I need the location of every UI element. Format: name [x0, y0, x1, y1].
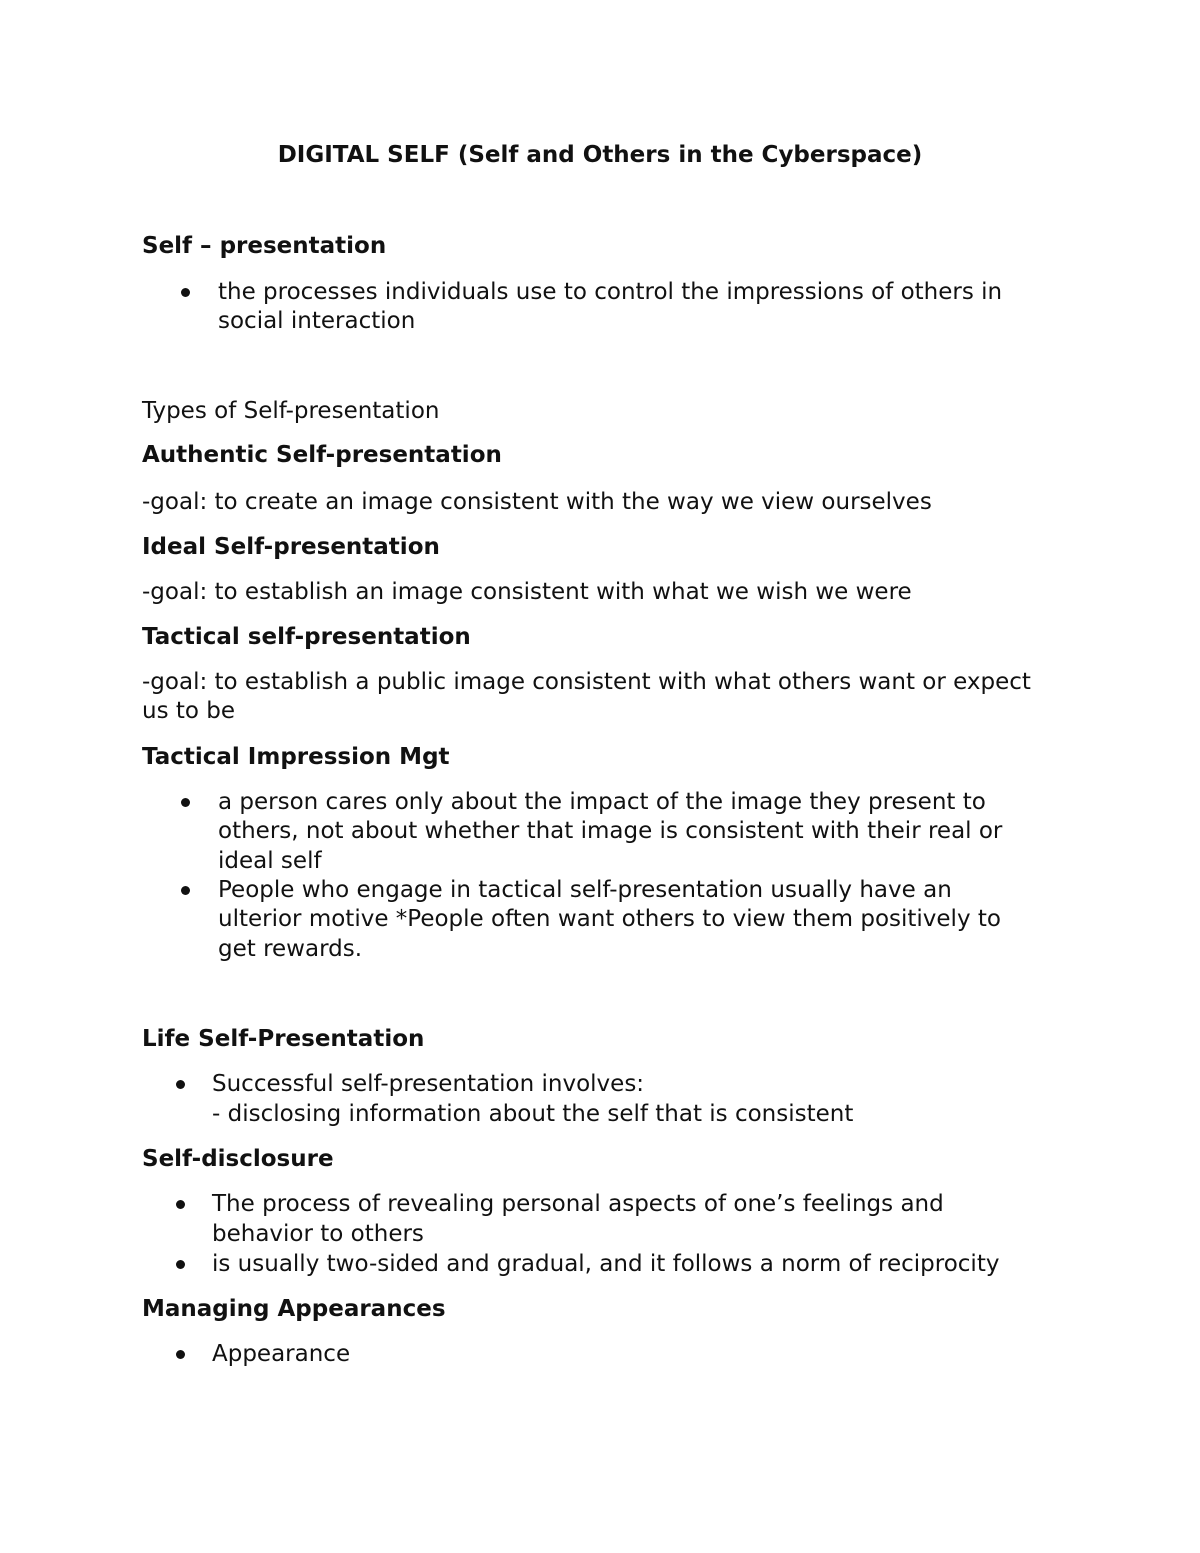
tactical-goal-line-1: -goal: to establish a public image consistent with what others want or expect: [142, 669, 1031, 695]
tactical-impression-bullet-1-line-3: ideal self: [218, 848, 322, 874]
appearances-bullet-1: Appearance: [212, 1341, 351, 1367]
bullet-icon: [176, 1200, 185, 1209]
disclosure-bullet-2: is usually two-sided and gradual, and it follows a norm of reciprocity: [212, 1251, 1000, 1277]
self-presentation-bullet-1-line-2: social interaction: [218, 308, 416, 334]
heading-self-presentation: Self – presentation: [142, 233, 387, 259]
bullet-icon: [176, 1350, 185, 1359]
disclosure-bullet-1-line-1: The process of revealing personal aspects of one’s feelings and: [212, 1191, 944, 1217]
heading-tactical: Tactical self-presentation: [142, 624, 471, 650]
bullet-icon: [181, 798, 190, 807]
heading-ideal: Ideal Self-presentation: [142, 534, 440, 560]
tactical-impression-bullet-2-line-2: ulterior motive *People often want others to view them positively to: [218, 906, 1001, 932]
tactical-impression-bullet-1-line-1: a person cares only about the impact of the image they present to: [218, 789, 986, 815]
authentic-goal: -goal: to create an image consistent with the way we view ourselves: [142, 489, 932, 515]
life-bullet-1-line-1: Successful self-presentation involves:: [212, 1071, 645, 1097]
tactical-impression-bullet-2-line-1: People who engage in tactical self-presentation usually have an: [218, 877, 952, 903]
bullet-icon: [181, 886, 190, 895]
self-presentation-bullet-1-line-1: the processes individuals use to control the impressions of others in: [218, 279, 1003, 305]
tactical-impression-bullet-2-line-3: get rewards.: [218, 936, 363, 962]
bullet-icon: [176, 1260, 185, 1269]
bullet-icon: [176, 1080, 185, 1089]
heading-authentic: Authentic Self-presentation: [142, 442, 502, 468]
heading-managing-appearances: Managing Appearances: [142, 1296, 446, 1322]
types-label: Types of Self-presentation: [142, 398, 440, 424]
document-title: DIGITAL SELF (Self and Others in the Cyberspace): [277, 142, 923, 168]
heading-life-self-presentation: Life Self-Presentation: [142, 1026, 425, 1052]
heading-self-disclosure: Self-disclosure: [142, 1146, 334, 1172]
disclosure-bullet-1-line-2: behavior to others: [212, 1221, 424, 1247]
tactical-goal-line-2: us to be: [142, 698, 236, 724]
ideal-goal: -goal: to establish an image consistent with what we wish we were: [142, 579, 912, 605]
bullet-icon: [181, 288, 190, 297]
tactical-impression-bullet-1-line-2: others, not about whether that image is consistent with their real or: [218, 818, 1003, 844]
life-bullet-1-line-2: - disclosing information about the self that is consistent: [212, 1101, 854, 1127]
heading-tactical-impression: Tactical Impression Mgt: [142, 744, 450, 770]
